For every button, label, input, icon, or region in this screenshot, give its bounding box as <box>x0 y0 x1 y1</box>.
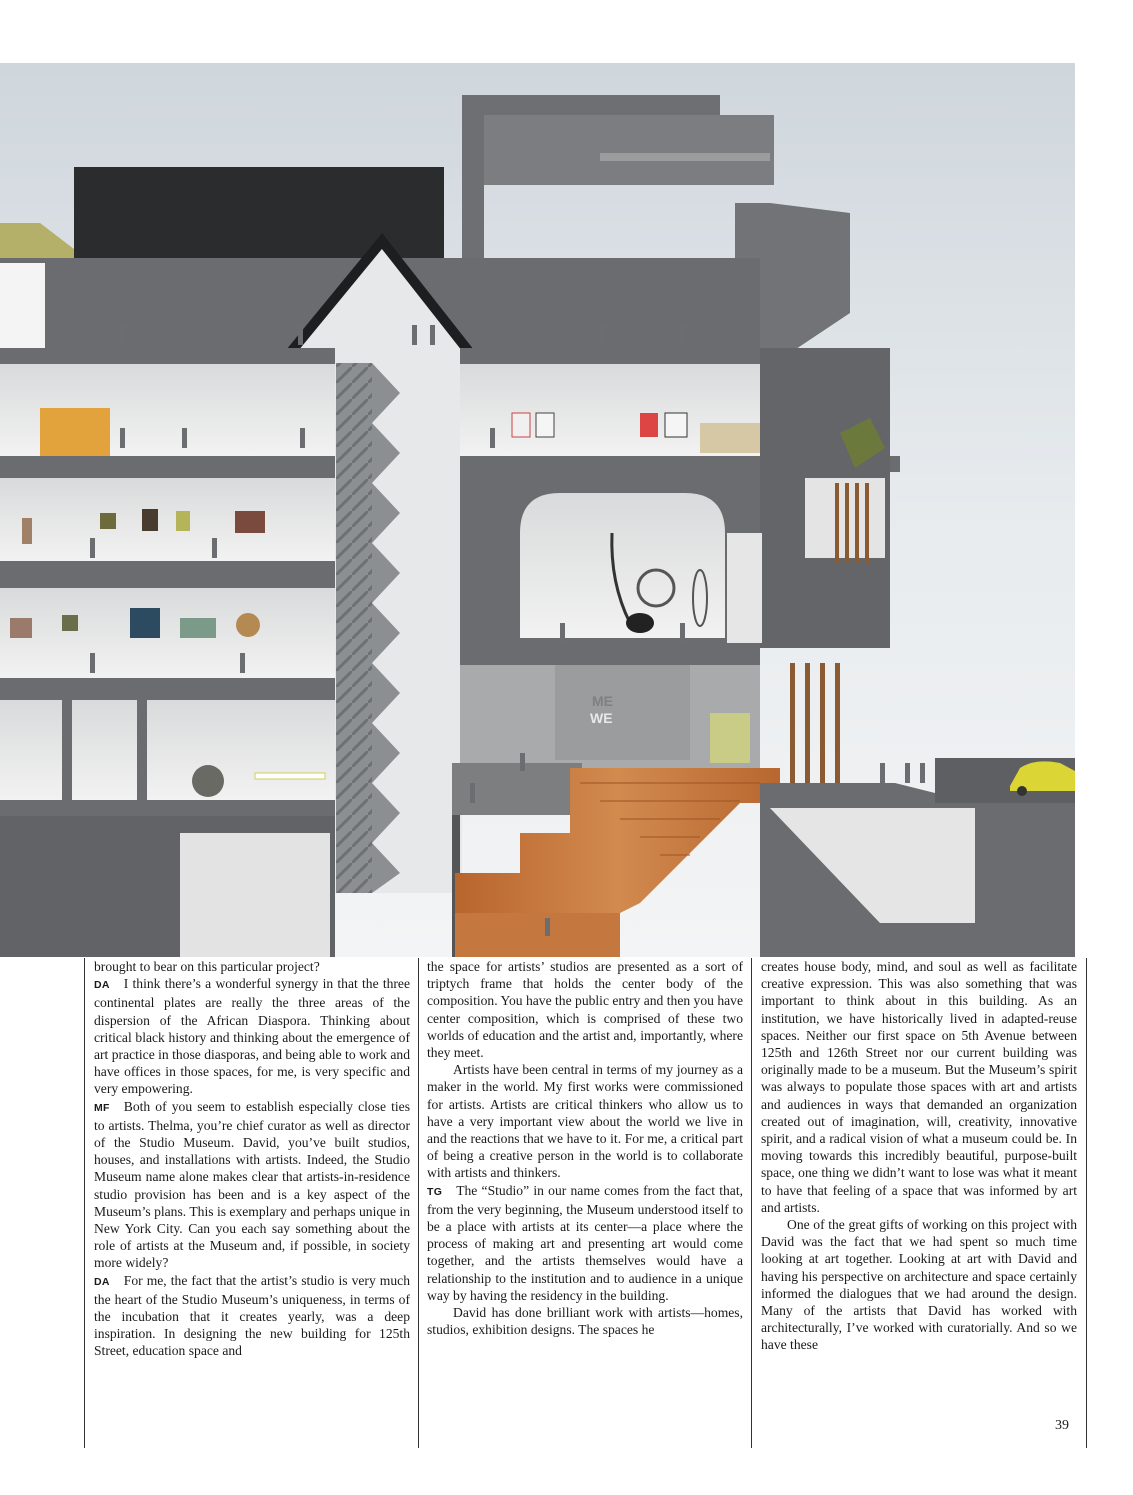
paragraph: One of the great gifts of working on this project with David was the fact that we had spent so much time looking at art together. Looking at art with David and having his perspective on architecture and space certainly informed the dialogues that we had around the design. Many of the artists that David has worked with architecturally, I’ve worked with curatorially. And so we have these <box>761 1217 1077 1353</box>
signage-me: ME <box>592 693 613 709</box>
paragraph: DA For me, the fact that the artist’s studio is very much the heart of the Studio Museum’s uniqueness, in terms of the incubation that it creates yearly, was a deep inspiration. In designing the new building for 125th Street, education space and <box>94 1272 410 1359</box>
speaker-tag: DA <box>94 979 110 992</box>
speaker-tag: MF <box>94 1101 110 1114</box>
paragraph: brought to bear on this particular project? <box>94 959 320 974</box>
paragraph: MF Both of you seem to establish especially close ties to artists. Thelma, you’re chief curator as well as director of the Studio Museum. David, you’ve built studios, houses, and installations with artists. Indeed, the Studio Museum name alone makes clear that artists-in-residence studio provision has been and is a key aspect of the Museum’s plans. This is exemplary and perhaps unique in New York City. Can you each say something about the role of artists at the Museum and, if possible, in society more widely? <box>94 1098 410 1271</box>
cafe-counter <box>40 408 110 456</box>
painting-blue <box>130 608 160 638</box>
paragraph: Artists have been central in terms of my journey as a maker in the world. My first works were commissioned for artists. Artists are critical thinkers who allow us to have a very important view about the world we live in and the reactions that we have to it. For me, a critical part of being a creative person in the world is to collaborate with artists and thinkers. <box>427 1062 743 1181</box>
stair <box>336 363 372 893</box>
page-number: 39 <box>1055 1418 1069 1433</box>
speaker-tag: DA <box>94 1275 110 1288</box>
speaker-tag: TG <box>427 1185 443 1198</box>
text-column-1 <box>94 958 410 1448</box>
column-rule <box>84 958 85 1448</box>
gallery-upper <box>0 478 335 561</box>
text-column-2 <box>427 958 743 1448</box>
column-rule <box>418 958 419 1448</box>
column-rule <box>1086 958 1087 1448</box>
paragraph: the space for artists’ studios are presented as a sort of triptych frame that holds the center body of the composition. You have the public entry and then you have center composition, which is comprised of these two worlds of education and the artist and, importantly, where they meet. <box>427 959 743 1061</box>
text-column-3 <box>761 958 1077 1448</box>
paragraph: DA I think there’s a wonderful synergy in that the three continental plates are really the three areas of the dispersion of the African Diaspora. Thinking about critical black history and thinking about the emergence of art practice in those diasporas, and being able to work and have offices in those spaces, for me, is very specific and very empowering. <box>94 976 410 1097</box>
stage-floor <box>455 913 620 957</box>
section-drawing <box>0 63 1075 957</box>
studio-floor <box>0 700 335 800</box>
signage-we: WE <box>590 710 613 726</box>
paragraph: TG The “Studio” in our name comes from the fact that, from the very beginning, the Museum understood itself to be a place with artists at its center—a place where the process of making art and presenting art would come together, and the artists themselves would have a relationship to the institution and to audience in a unique way by having the residency in the building. <box>427 1182 743 1303</box>
building-section-illustration <box>0 63 1075 957</box>
upper-terrace-canopy <box>484 115 774 185</box>
gallery-lower <box>0 588 335 678</box>
column-rule <box>751 958 752 1448</box>
paragraph: David has done brilliant work with artists—homes, studios, exhibition designs. The spaces he <box>427 1305 743 1338</box>
paragraph: creates house body, mind, and soul as well as facilitate creative expression. This was also something that was important to think about in this building. As an institution, we have historically lived in adapted-reuse spaces. Neither our first space on 5th Avenue between 125th and 126th Street nor our current building was originally made to be a museum. But the Museum’s spirit was always to populate those spaces with art and artists and audiences in ways that demanded an organization created out of imagination, will, creativity, innovative spirit, and a radical vision of what a museum could be. In moving towards this incredibly beautiful, purpose-built space, one thing we didn’t want to lose was what it meant to have that feeling of a space that was informed by art and artists. <box>761 959 1077 1215</box>
